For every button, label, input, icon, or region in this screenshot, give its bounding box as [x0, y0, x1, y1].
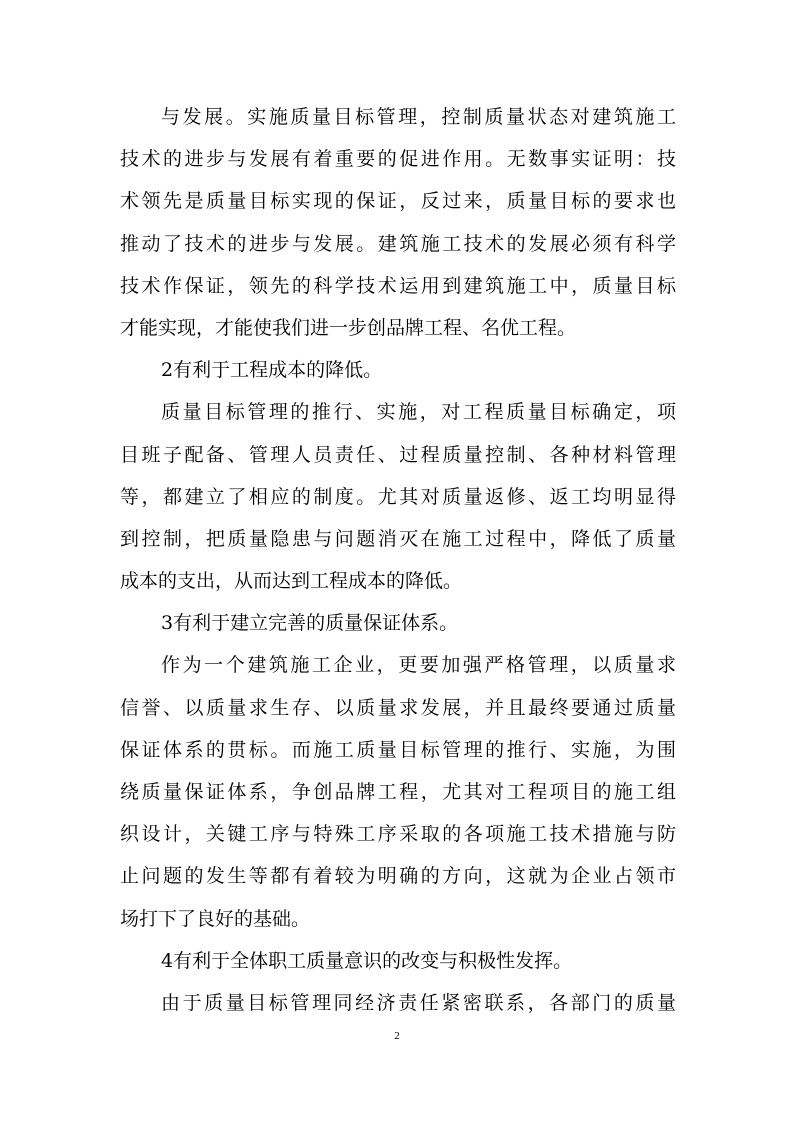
text-line: 绕质量保证体系，争创品牌工程，尤其对工程项目的施工组	[120, 781, 676, 803]
text-line: 术领先是质量目标实现的保证，反过来，质量目标的要求也	[120, 190, 676, 213]
text-line: 等，都建立了相应的制度。尤其对质量返修、返工均明显得	[120, 485, 676, 508]
section-heading: 4有利于全体职工质量意识的改变与积极性发挥。	[161, 949, 573, 972]
text-line: 推动了技术的进步与发展。建筑施工技术的发展必须有科学	[120, 232, 676, 255]
text-line: 成本的支出，从而达到工程成本的降低。	[120, 570, 463, 593]
section-heading: 3有利于建立完善的质量保证体系。	[161, 612, 459, 635]
body-text	[120, 96, 676, 1024]
text-line: 止问题的发生等都有着较为明确的方向，这就为企业占领市	[120, 865, 676, 888]
section-heading: 2有利于工程成本的降低。	[161, 359, 383, 382]
text-line: 技术的进步与发展有着重要的促进作用。无数事实证明：技	[120, 148, 676, 171]
text-line: 技术作保证，领先的科学技术运用到建筑施工中，质量目标	[120, 274, 676, 297]
text-line: 目班子配备、管理人员责任、过程质量控制、各种材料管理	[120, 443, 676, 466]
text-line: 与发展。实施质量目标管理，控制质量状态对建筑施工	[161, 106, 676, 128]
text-line: 信誉、以质量求生存、以质量求发展，并且最终要通过质量	[120, 696, 676, 719]
text-line: 质量目标管理的推行、实施，对工程质量目标确定，项	[161, 401, 676, 424]
text-line: 保证体系的贯标。而施工质量目标管理的推行、实施，为围	[120, 738, 676, 761]
text-line: 作为一个建筑施工企业，更要加强严格管理，以质量求	[161, 654, 676, 677]
page-number: 2	[394, 1030, 400, 1042]
text-line: 由于质量目标管理同经济责任紧密联系，各部门的质量	[161, 991, 676, 1014]
text-line: 织设计，关键工序与特殊工序采取的各项施工技术措施与防	[120, 823, 676, 846]
text-line: 场打下了良好的基础。	[120, 907, 311, 930]
text-line: 才能实现，才能使我们进一步创品牌工程、名优工程。	[120, 316, 577, 339]
text-line: 到控制，把质量隐患与问题消灭在施工过程中，降低了质量	[120, 527, 676, 550]
